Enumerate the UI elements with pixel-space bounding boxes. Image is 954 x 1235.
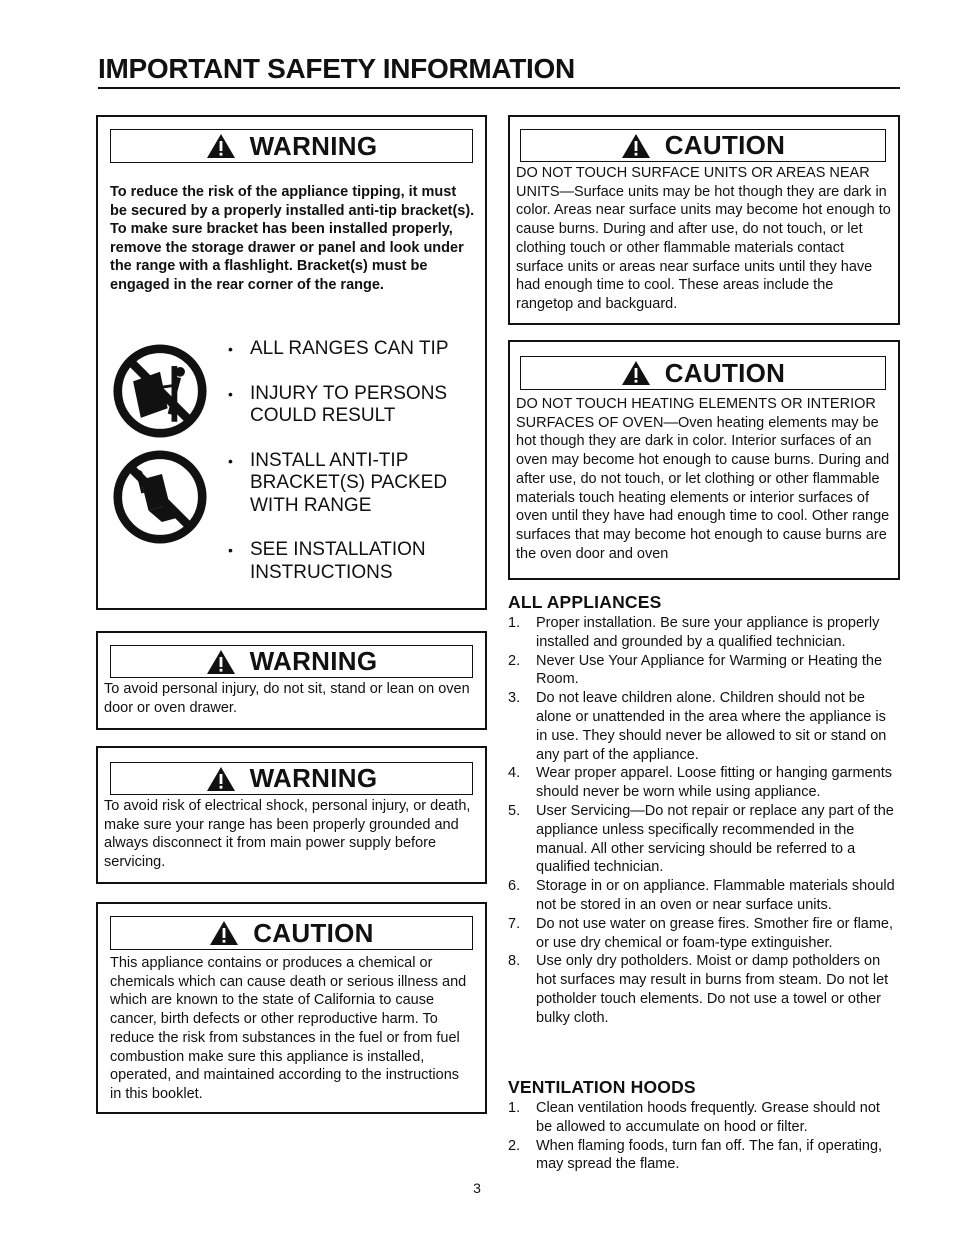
surface-caution-box <box>508 115 900 325</box>
chemical-caution-body: This appliance contains or produces a chemical or chemicals which can cause death or serious illness and which are known to the state of California to cause cancer, birth defects or other reproductive harm. To reduce the risk from substances in the fuel or from fuel combustion make sure this appliance is installed, operated, and maintained according to the instructions in this booklet. <box>110 955 467 1102</box>
warning-triangle-icon <box>206 649 236 675</box>
tip-warning-header <box>110 129 473 163</box>
shock-warning-body: To avoid risk of electrical shock, personal injury, or death, make sure your range has been properly grounded and always disconnect it from main power supply before servicing. <box>104 798 471 871</box>
surface-caution-header <box>520 129 886 162</box>
shock-warning-header <box>110 762 473 795</box>
tip-warning-label: WARNING <box>249 130 378 161</box>
shock-warning-box <box>96 746 487 884</box>
list-item: 8. Use only dry potholders. Moist or damp potholders on hot surfaces may result in burns from steam. Do not let potholder touch elements. Do not use a towel or other bulky cloth. <box>508 953 889 1026</box>
chemical-caution-header <box>110 916 473 950</box>
tip-bullet: • ALL RANGES CAN TIP <box>228 338 478 361</box>
shock-warning-label: WARNING <box>249 763 378 793</box>
ventilation-hoods-heading: VENTILATION HOODS <box>508 1077 696 1097</box>
oven-caution-label: CAUTION <box>664 357 786 388</box>
tip-warning-body: To reduce the risk of the appliance tipping, it must be secured by a properly installed anti-tip bracket(s). To make sure bracket has been installed properly, remove the storage drawer or panel and look under the range with a flashlight. Bracket(s) must be engaged in the rear corner of the range. <box>110 184 475 293</box>
caution-triangle-icon <box>621 360 651 386</box>
caution-triangle-icon <box>621 133 651 159</box>
caution-triangle-icon <box>209 920 239 946</box>
door-warning-header <box>110 645 473 678</box>
tip-bullet: • INJURY TO PERSONS COULD RESULT <box>228 383 478 428</box>
no-tipping-range-icon <box>112 343 208 439</box>
ventilation-hoods-list <box>508 1099 900 1174</box>
door-warning-label: WARNING <box>249 646 378 676</box>
list-item: 2. Never Use Your Appliance for Warming or Heating the Room. <box>508 652 883 688</box>
tip-bullet: • SEE INSTALLATION INSTRUCTIONS <box>228 539 478 584</box>
door-warning-box <box>96 631 487 730</box>
oven-caution-body: DO NOT TOUCH HEATING ELEMENTS OR INTERIOR SURFACES OF OVEN—Oven heating elements may be hot though they are dark in color. Interior surfaces of an oven may become hot enough to cause burns. During and after use, do not touch, or let clothing or other flammable materials touch heating elements or interior surfaces of oven until they have had enough time to cool. Other range surfaces that may become hot enough to cause burns are the oven door and oven <box>516 396 890 562</box>
list-item: 7. Do not use water on grease fires. Smother fire or flame, or use dry chemical or foam-type extinguisher. <box>508 915 894 951</box>
list-item: 6. Storage in or on appliance. Flammable materials should not be stored in an oven or near surface units. <box>508 878 895 913</box>
list-item: 5. User Servicing—Do not repair or replace any part of the appliance unless specifically recommended in the manual. All other servicing should be referred to a qualified technician. <box>508 802 894 876</box>
warning-triangle-icon <box>206 133 236 159</box>
tip-bullet-list <box>228 338 478 606</box>
page-number: 3 <box>473 1180 481 1196</box>
surface-caution-label: CAUTION <box>664 130 786 160</box>
all-appliances-list <box>508 614 900 1028</box>
list-item: 3. Do not leave children alone. Children should not be alone or unattended in the area where the appliance is in use. They should never be allowed to sit or stand on any part of the appliance. <box>508 690 887 763</box>
oven-caution-header <box>520 356 886 390</box>
page-title: IMPORTANT SAFETY INFORMATION <box>98 52 900 89</box>
all-appliances-heading: ALL APPLIANCES <box>508 592 662 612</box>
tip-warning-box <box>96 115 487 610</box>
list-item: 2. When flaming foods, turn fan off. The fan, if operating, may spread the flame. <box>508 1137 883 1173</box>
door-warning-body: To avoid personal injury, do not sit, stand or lean on oven door or oven drawer. <box>104 681 470 716</box>
list-item: 4. Wear proper apparel. Loose fitting or hanging garments should never be worn while using appliance. <box>508 765 893 801</box>
oven-caution-box <box>508 340 900 580</box>
chemical-caution-box <box>96 902 487 1114</box>
list-item: 1. Proper installation. Be sure your appliance is properly installed and grounded by a qualified technician. <box>508 615 880 650</box>
surface-caution-body: DO NOT TOUCH SURFACE UNITS OR AREAS NEAR UNITS—Surface units may be hot though they are dark in color. Areas near surface units may become hot enough to cause burns. During and after use, do not touch, or let clothing touch or other flammable materials contact surface units or areas near surface units until they have had enough time to cool. These areas include the rangetop and backguard. <box>516 165 891 312</box>
tip-bullet: • INSTALL ANTI-TIP BRACKET(S) PACKED WITH RANGE <box>228 450 478 518</box>
warning-triangle-icon <box>206 766 236 792</box>
no-climbing-door-icon <box>112 449 208 545</box>
chemical-caution-label: CAUTION <box>253 917 374 948</box>
list-item: 1. Clean ventilation hoods frequently. Grease should not be allowed to accumulate on hood or filter. <box>508 1100 880 1135</box>
